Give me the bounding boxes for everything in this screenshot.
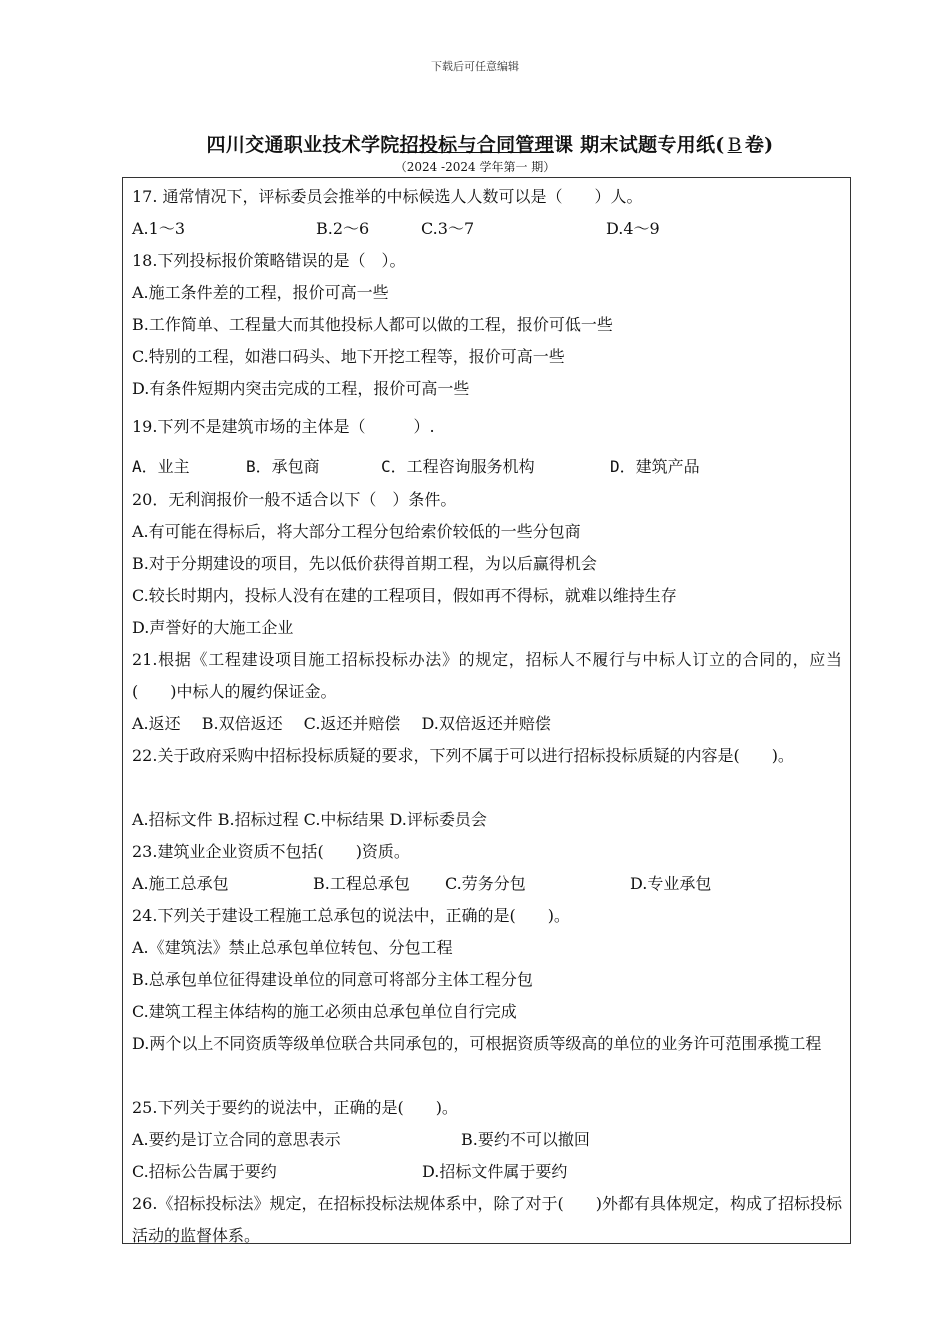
- q23-option-c: C.劳务分包: [445, 874, 526, 893]
- q26-stem: 26.《招标投标法》规定，在招标投标法规体系中，除了对于( )外都有具体规定，构成了招标投标活动的监督体系。: [132, 1194, 842, 1245]
- q24-option-c: C.建筑工程主体结构的施工必须由总承包单位自行完成: [132, 1002, 517, 1021]
- exam-title: [0, 130, 950, 157]
- title-mid: 课 期末试题专用纸(: [553, 134, 725, 156]
- q18-option-b: B.工作简单、工程量大而其他投标人都可以做的工程，报价可低一些: [132, 315, 613, 334]
- q17-option-b: B.2～6: [316, 219, 370, 238]
- q17-stem: 17. 通常情况下，评标委员会推举的中标候选人人数可以是（ ）人。: [132, 187, 643, 206]
- q18-option-d: D.有条件短期内突击完成的工程，报价可高一些: [132, 379, 470, 398]
- title-course: 招投标与合同管理: [399, 134, 554, 156]
- title-school: 四川交通职业技术学院: [206, 134, 400, 156]
- q17-option-d: D.4～9: [606, 219, 660, 238]
- q21-options: A.返还 B.双倍返还 C.返还并赔偿 D.双倍返还并赔偿: [132, 714, 551, 733]
- title-paper-version: B: [727, 134, 742, 156]
- q23-option-d: D.专业承包: [630, 874, 712, 893]
- q20-stem: 20．无利润报价一般不适合以下（ ）条件。: [132, 490, 457, 509]
- q19-option-a: A．业主: [132, 457, 190, 476]
- q17-option-a: A.1～3: [132, 219, 186, 238]
- q24-stem: 24.下列关于建设工程施工总承包的说法中，正确的是( )。: [132, 906, 570, 925]
- q19-option-c: C．工程咨询服务机构: [381, 457, 535, 476]
- q25-option-d: D.招标文件属于要约: [422, 1162, 568, 1181]
- question-frame: [122, 177, 851, 1244]
- q25-option-b: B.要约不可以撤回: [461, 1130, 590, 1149]
- q19-option-d: D．建筑产品: [610, 457, 700, 476]
- q20-option-c: C.较长时期内，投标人没有在建的工程项目，假如再不得标，就难以维持生存: [132, 586, 677, 605]
- q20-option-d: D.声誉好的大施工企业: [132, 618, 294, 637]
- q21-stem: 21.根据《工程建设项目施工招标投标办法》的规定，招标人不履行与中标人订立的合同的，应当( )中标人的履约保证金。: [132, 650, 842, 701]
- header-note: 下载后可任意编辑: [431, 60, 519, 73]
- q20-option-a: A.有可能在得标后，将大部分工程分包给索价较低的一些分包商: [132, 522, 581, 541]
- q18-option-c: C.特别的工程，如港口码头、地下开挖工程等，报价可高一些: [132, 347, 565, 366]
- q19-stem: 19.下列不是建筑市场的主体是（ ）.: [132, 417, 435, 436]
- q23-option-b: B.工程总承包: [313, 874, 410, 893]
- q18-stem: 18.下列投标报价策略错误的是（ ）。: [132, 251, 406, 270]
- q25-option-a: A.要约是订立合同的意思表示: [132, 1130, 341, 1149]
- q17-option-c: C.3～7: [421, 219, 475, 238]
- exam-subtitle: （2024 -2024 学年第一 期）: [394, 160, 556, 174]
- title-post: 卷): [744, 134, 774, 156]
- q24-option-d: D.两个以上不同资质等级单位联合共同承包的，可根据资质等级高的单位的业务许可范围承揽工程: [132, 1034, 822, 1053]
- q24-option-a: A.《建筑法》禁止总承包单位转包、分包工程: [132, 938, 453, 957]
- q22-options: A.招标文件 B.招标过程 C.中标结果 D.评标委员会: [132, 810, 487, 829]
- q22-stem: 22.关于政府采购中招标投标质疑的要求，下列不属于可以进行招标投标质疑的内容是( )。: [132, 746, 794, 765]
- q23-stem: 23.建筑业企业资质不包括( )资质。: [132, 842, 410, 861]
- q25-stem: 25.下列关于要约的说法中，正确的是( )。: [132, 1098, 458, 1117]
- q18-option-a: A.施工条件差的工程，报价可高一些: [132, 283, 389, 302]
- q24-option-b: B.总承包单位征得建设单位的同意可将部分主体工程分包: [132, 970, 533, 989]
- q19-option-b: B．承包商: [246, 457, 320, 476]
- q25-option-c: C.招标公告属于要约: [132, 1162, 277, 1181]
- q20-option-b: B.对于分期建设的项目，先以低价获得首期工程，为以后赢得机会: [132, 554, 597, 573]
- q23-option-a: A.施工总承包: [132, 874, 229, 893]
